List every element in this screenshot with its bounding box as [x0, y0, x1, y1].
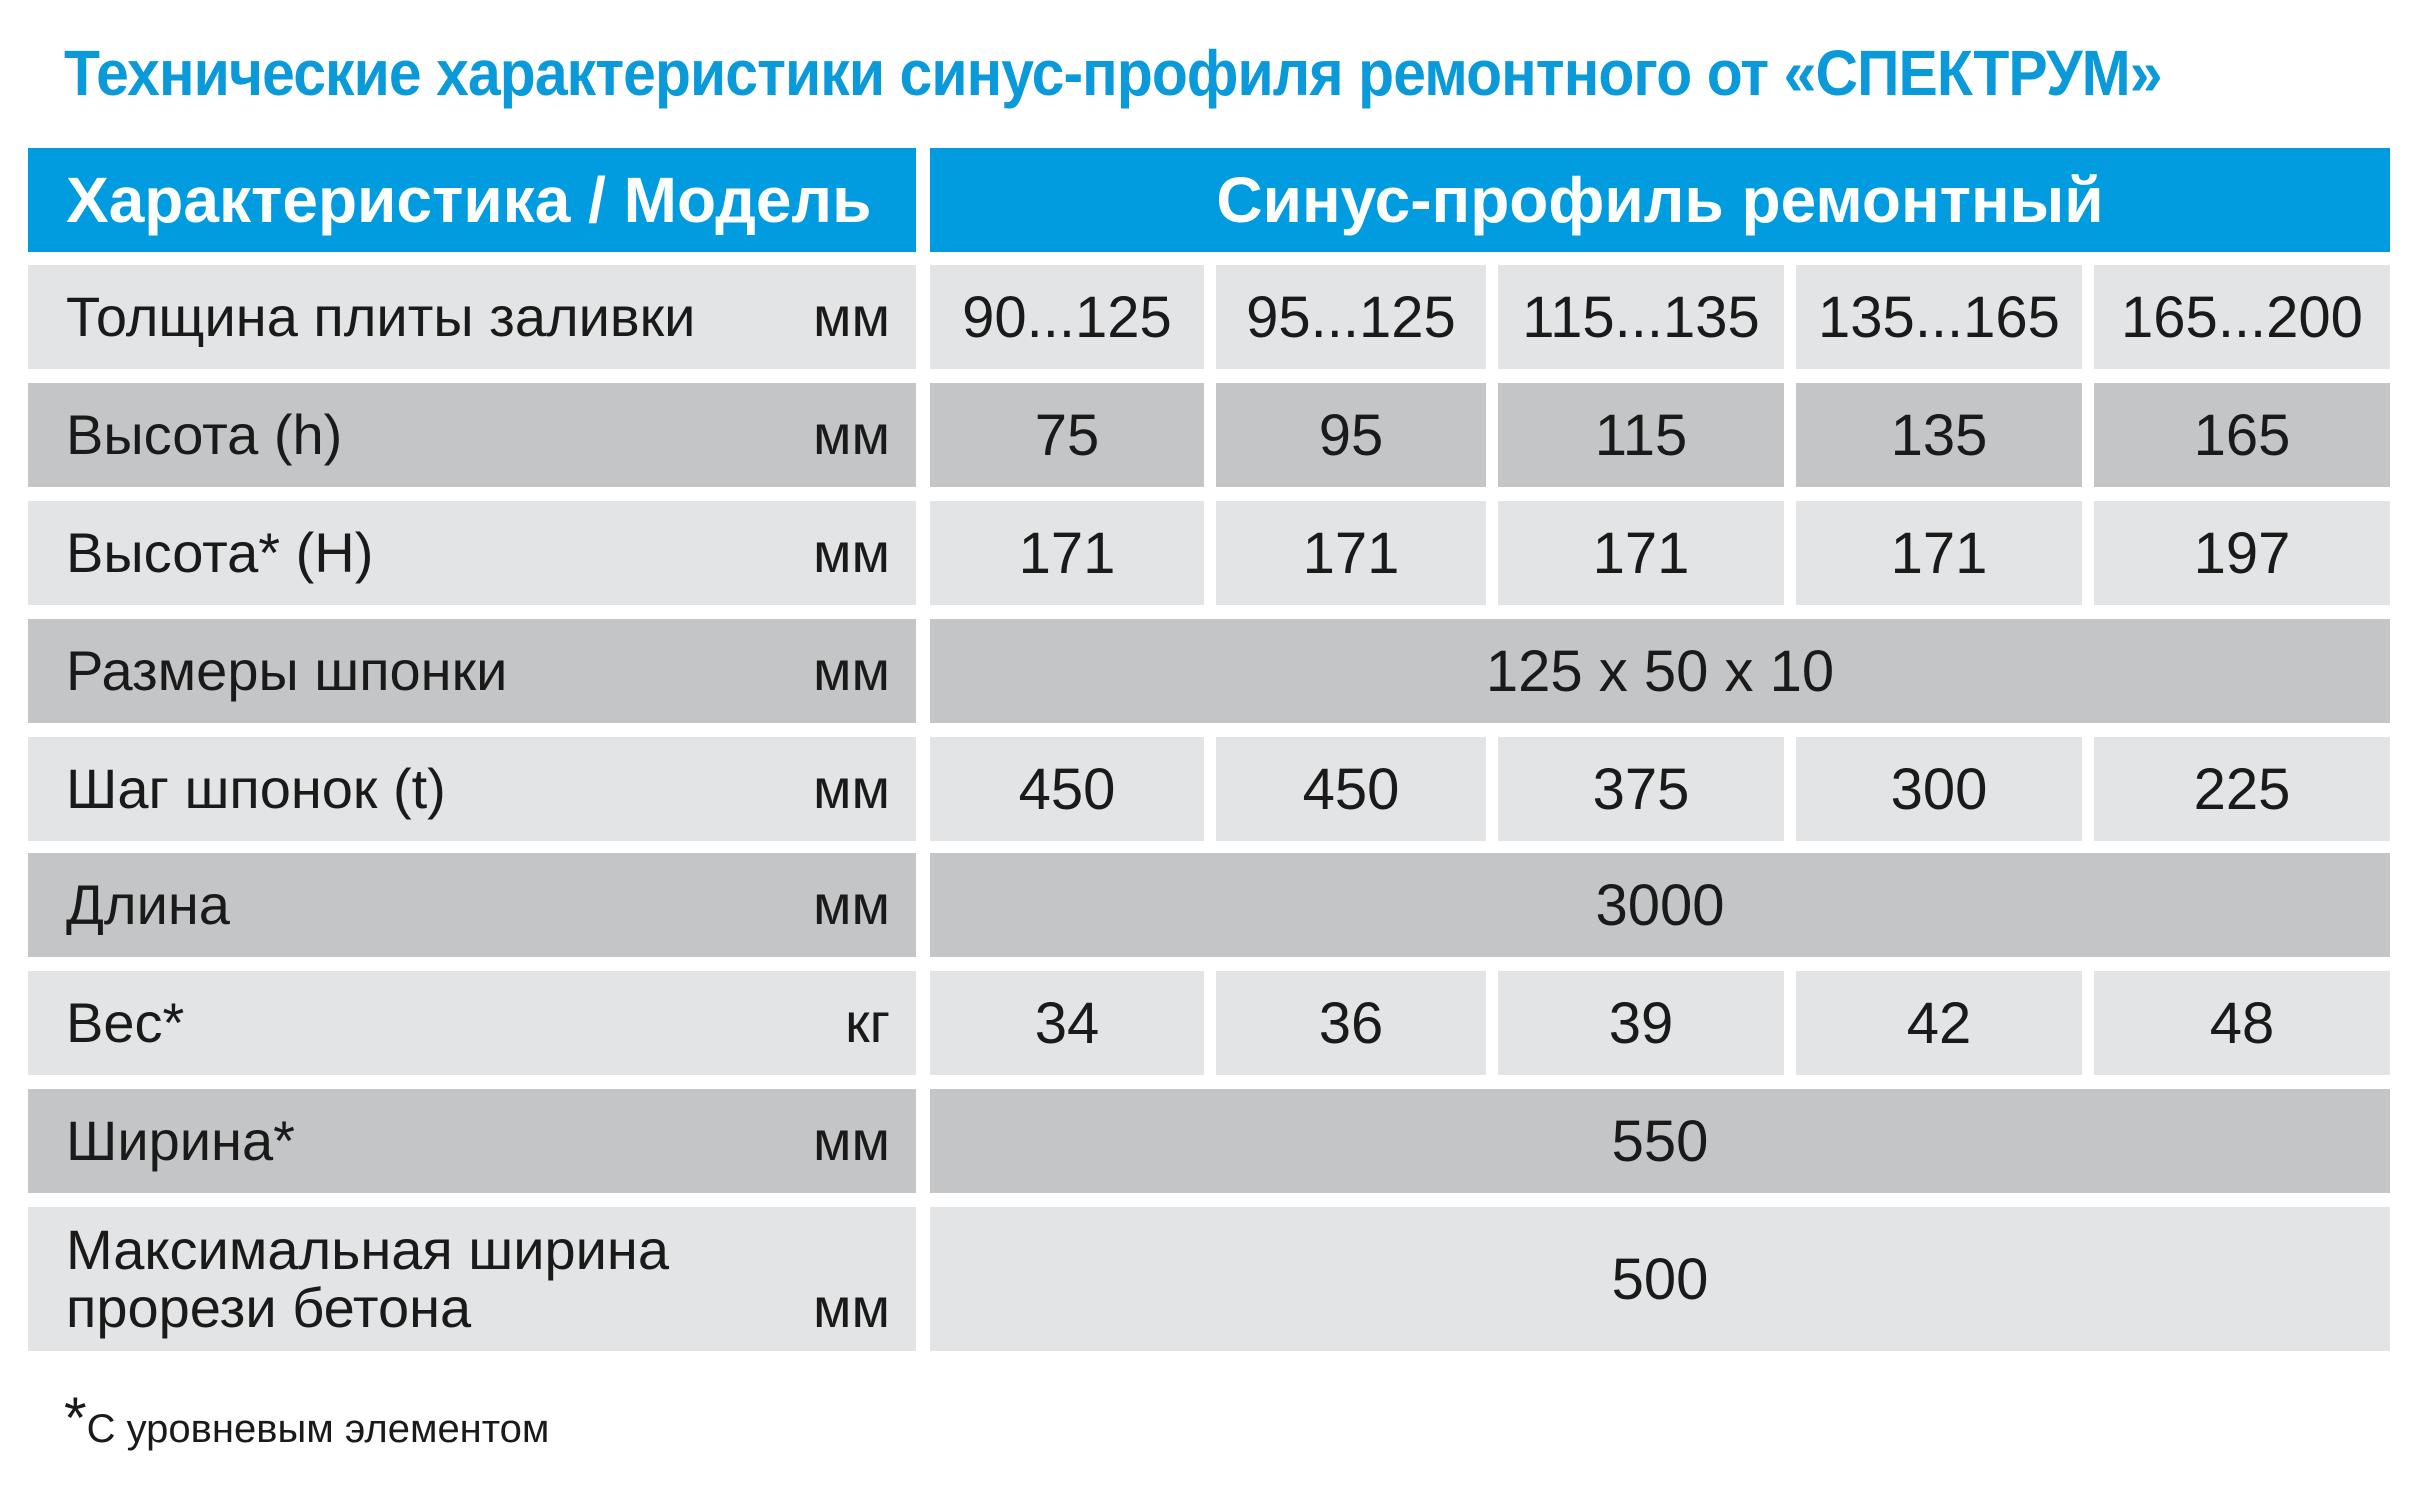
value-cell: 90...125: [930, 265, 1204, 369]
value-cell: 115...135: [1498, 265, 1784, 369]
row-label: Ширина*: [66, 1109, 295, 1172]
value-cell: 165...200: [2094, 265, 2390, 369]
value-cell: 450: [930, 737, 1204, 841]
row-unit: кг: [845, 991, 890, 1054]
row-label-cell: [28, 1207, 916, 1351]
value-cell: 75: [930, 383, 1204, 487]
merged-value-cell: 550: [930, 1089, 2390, 1193]
value-cell: 171: [1796, 501, 2082, 605]
merged-value-cell: 125 x 50 x 10: [930, 619, 2390, 723]
value-cell: 225: [2094, 737, 2390, 841]
value-cell: 95: [1216, 383, 1486, 487]
row-unit: мм: [813, 1109, 890, 1172]
value-cell: 115: [1498, 383, 1784, 487]
footnote-text: С уровневым элементом: [86, 1407, 550, 1451]
value-cell: 197: [2094, 501, 2390, 605]
row-label: Длина: [66, 873, 230, 936]
value-cell: 300: [1796, 737, 2082, 841]
row-label-cell: [28, 1089, 916, 1193]
merged-value-cell: 3000: [930, 853, 2390, 957]
value-cell: 39: [1498, 971, 1784, 1075]
row-unit: мм: [813, 1276, 890, 1339]
row-unit: мм: [813, 873, 890, 936]
row-label: Максимальная ширина прорези бетона: [66, 1218, 669, 1339]
row-unit: мм: [813, 521, 890, 584]
row-label: Толщина плиты заливки: [66, 285, 696, 348]
value-cell: 375: [1498, 737, 1784, 841]
row-label-cell: [28, 383, 916, 487]
page-title: Технические характеристики синус-профиля ремонтного от «СПЕКТРУМ»: [64, 37, 2162, 109]
value-cell: 42: [1796, 971, 2082, 1075]
row-label: Вес*: [66, 991, 185, 1054]
row-unit: мм: [813, 403, 890, 466]
row-label: Шаг шпонок (t): [66, 757, 446, 820]
row-label: Размеры шпонки: [66, 639, 508, 702]
header-characteristic-model: Характеристика / Модель: [28, 148, 916, 252]
row-unit: мм: [813, 757, 890, 820]
row-label-cell: [28, 501, 916, 605]
row-unit: мм: [813, 639, 890, 702]
row-label-cell: [28, 853, 916, 957]
value-cell: 135...165: [1796, 265, 2082, 369]
value-cell: 450: [1216, 737, 1486, 841]
merged-value-cell: 500: [930, 1207, 2390, 1351]
value-cell: 171: [1498, 501, 1784, 605]
value-cell: 135: [1796, 383, 2082, 487]
value-cell: 48: [2094, 971, 2390, 1075]
row-label-cell: [28, 971, 916, 1075]
value-cell: 36: [1216, 971, 1486, 1075]
row-label: Высота* (H): [66, 521, 374, 584]
row-unit: мм: [813, 285, 890, 348]
value-cell: 34: [930, 971, 1204, 1075]
footnote-mark: *: [64, 1386, 87, 1451]
row-label: Высота (h): [66, 403, 343, 466]
row-label-cell: [28, 737, 916, 841]
header-product-name: Синус-профиль ремонтный: [930, 148, 2390, 252]
value-cell: 171: [930, 501, 1204, 605]
row-label-cell: [28, 619, 916, 723]
footnote: [64, 1385, 549, 1452]
value-cell: 165: [2094, 383, 2390, 487]
row-label-cell: [28, 265, 916, 369]
value-cell: 171: [1216, 501, 1486, 605]
value-cell: 95...125: [1216, 265, 1486, 369]
